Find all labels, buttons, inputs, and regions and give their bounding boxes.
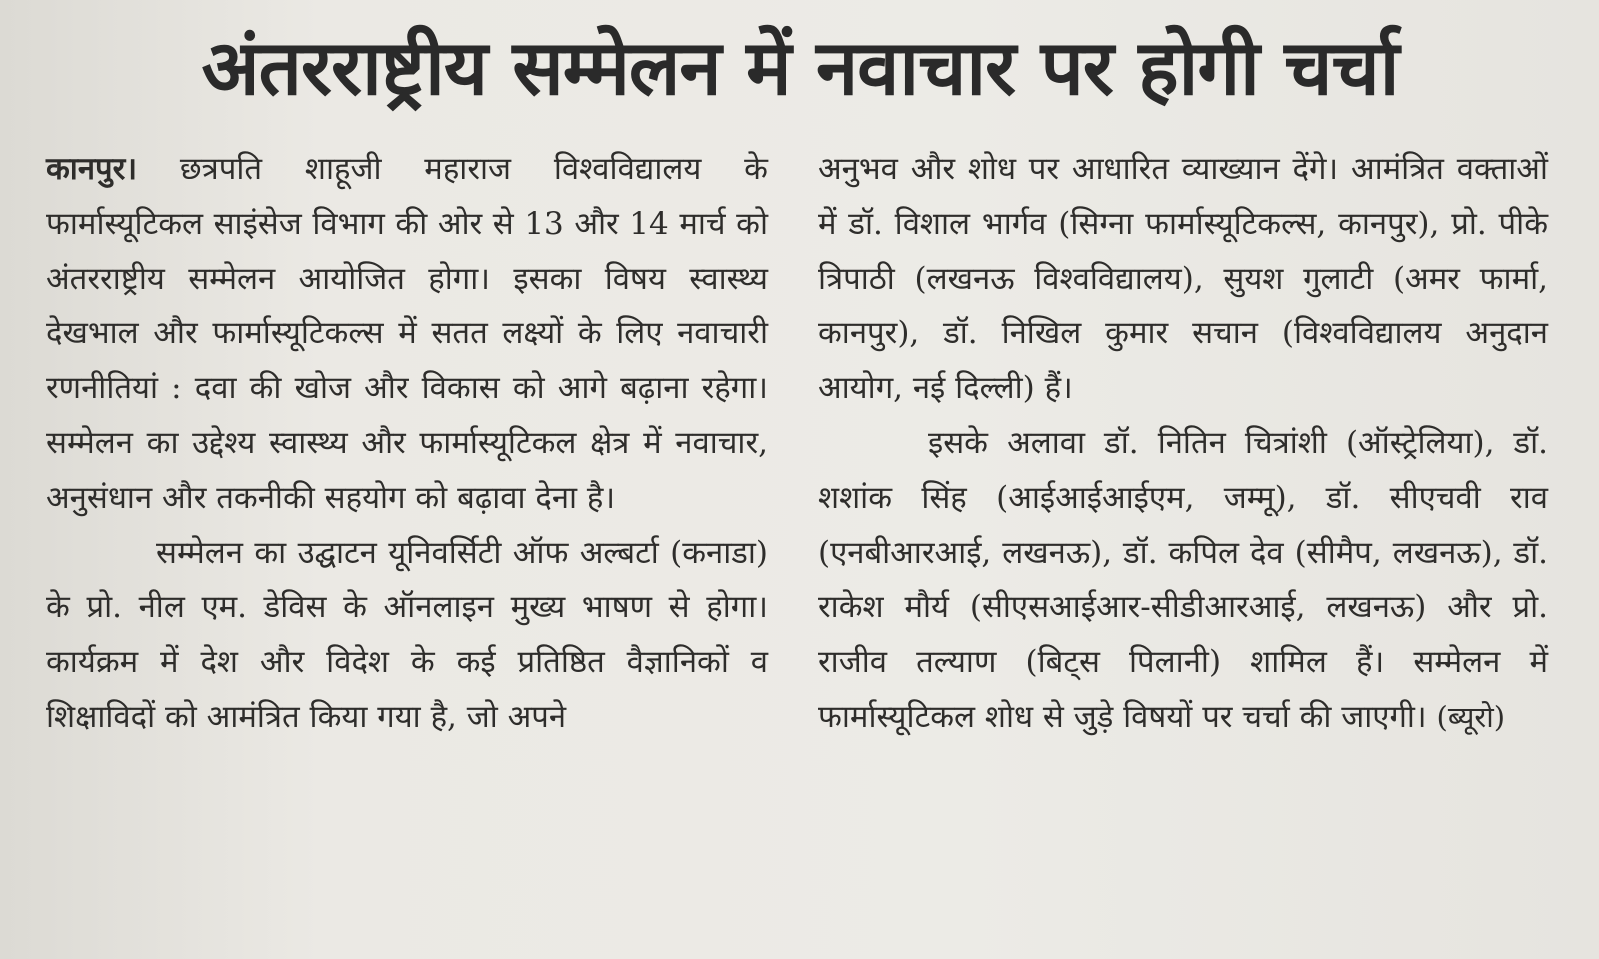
article-paragraph-3: अनुभव और शोध पर आधारित व्याख्यान देंगे। आमंत्रित वक्ताओं में डॉ. विशाल भार्गव (सिग्ना फार्मास्यूटिकल्स, कानपुर), प्रो. पीके त्रिपाठी (लखनऊ विश्वविद्यालय), सुयश गुलाटी (अमर फार्मा, कानपुर), डॉ. निखिल कुमार सचान (विश्वविद्यालय अनुदान आयोग, नई दिल्ली) हैं। <box>818 151 1548 407</box>
column-gutter <box>788 145 789 925</box>
article-paragraph-1 <box>46 142 768 526</box>
article-paragraph-2: सम्मेलन का उद्घाटन यूनिवर्सिटी ऑफ अल्बर्टा (कनाडा) के प्रो. नील एम. डेविस के ऑनलाइन मुख्य भाषण से होगा। कार्यक्रम में देश और विदेश के कई प्रतिष्ठित वैज्ञानिकों व शिक्षाविदों को आमंत्रित किया गया है, जो अपने <box>46 534 768 735</box>
article-credit: (ब्यूरो) <box>1436 699 1506 734</box>
article-paragraph-1-text: छत्रपति शाहूजी महाराज विश्वविद्यालय के फार्मास्यूटिकल साइंसेज विभाग की ओर से 13 और 14 मार्च को अंतरराष्ट्रीय सम्मेलन आयोजित होगा। इसका विषय स्वास्थ्य देखभाल और फार्मास्यूटिकल्स में सतत लक्ष्यों के लिए नवाचारी रणनीतियां : दवा की खोज और विकास को आगे बढ़ाना रहेगा। सम्मेलन का उद्देश्य स्वास्थ्य और फार्मास्यूटिकल क्षेत्र में नवाचार, अनुसंधान और तकनीकी सहयोग को बढ़ावा देना है। <box>46 151 768 516</box>
article-column-right <box>818 142 1548 745</box>
article-paragraph-4-text: इसके अलावा डॉ. नितिन चित्रांशी (ऑस्ट्रेलिया), डॉ. शशांक सिंह (आईआईआईएम, जम्मू), डॉ. सीएचवी राव (एनबीआरआई, लखनऊ), डॉ. कपिल देव (सीमैप, लखनऊ), डॉ. राकेश मौर्य (सीएसआईआर-सीडीआरआई, लखनऊ) और प्रो. राजीव तल्याण (बिट्स पिलानी) शामिल हैं। सम्मेलन में फार्मास्यूटिकल शोध से जुड़े विषयों पर चर्चा की जाएगी। <box>818 424 1548 735</box>
article-paragraph-4 <box>818 416 1548 745</box>
article-column-left <box>46 142 768 745</box>
article-dateline: कानपुर। <box>46 151 138 187</box>
article-headline: अंतरराष्ट्रीय सम्मेलन में नवाचार पर होगी चर्चा <box>201 23 1399 112</box>
